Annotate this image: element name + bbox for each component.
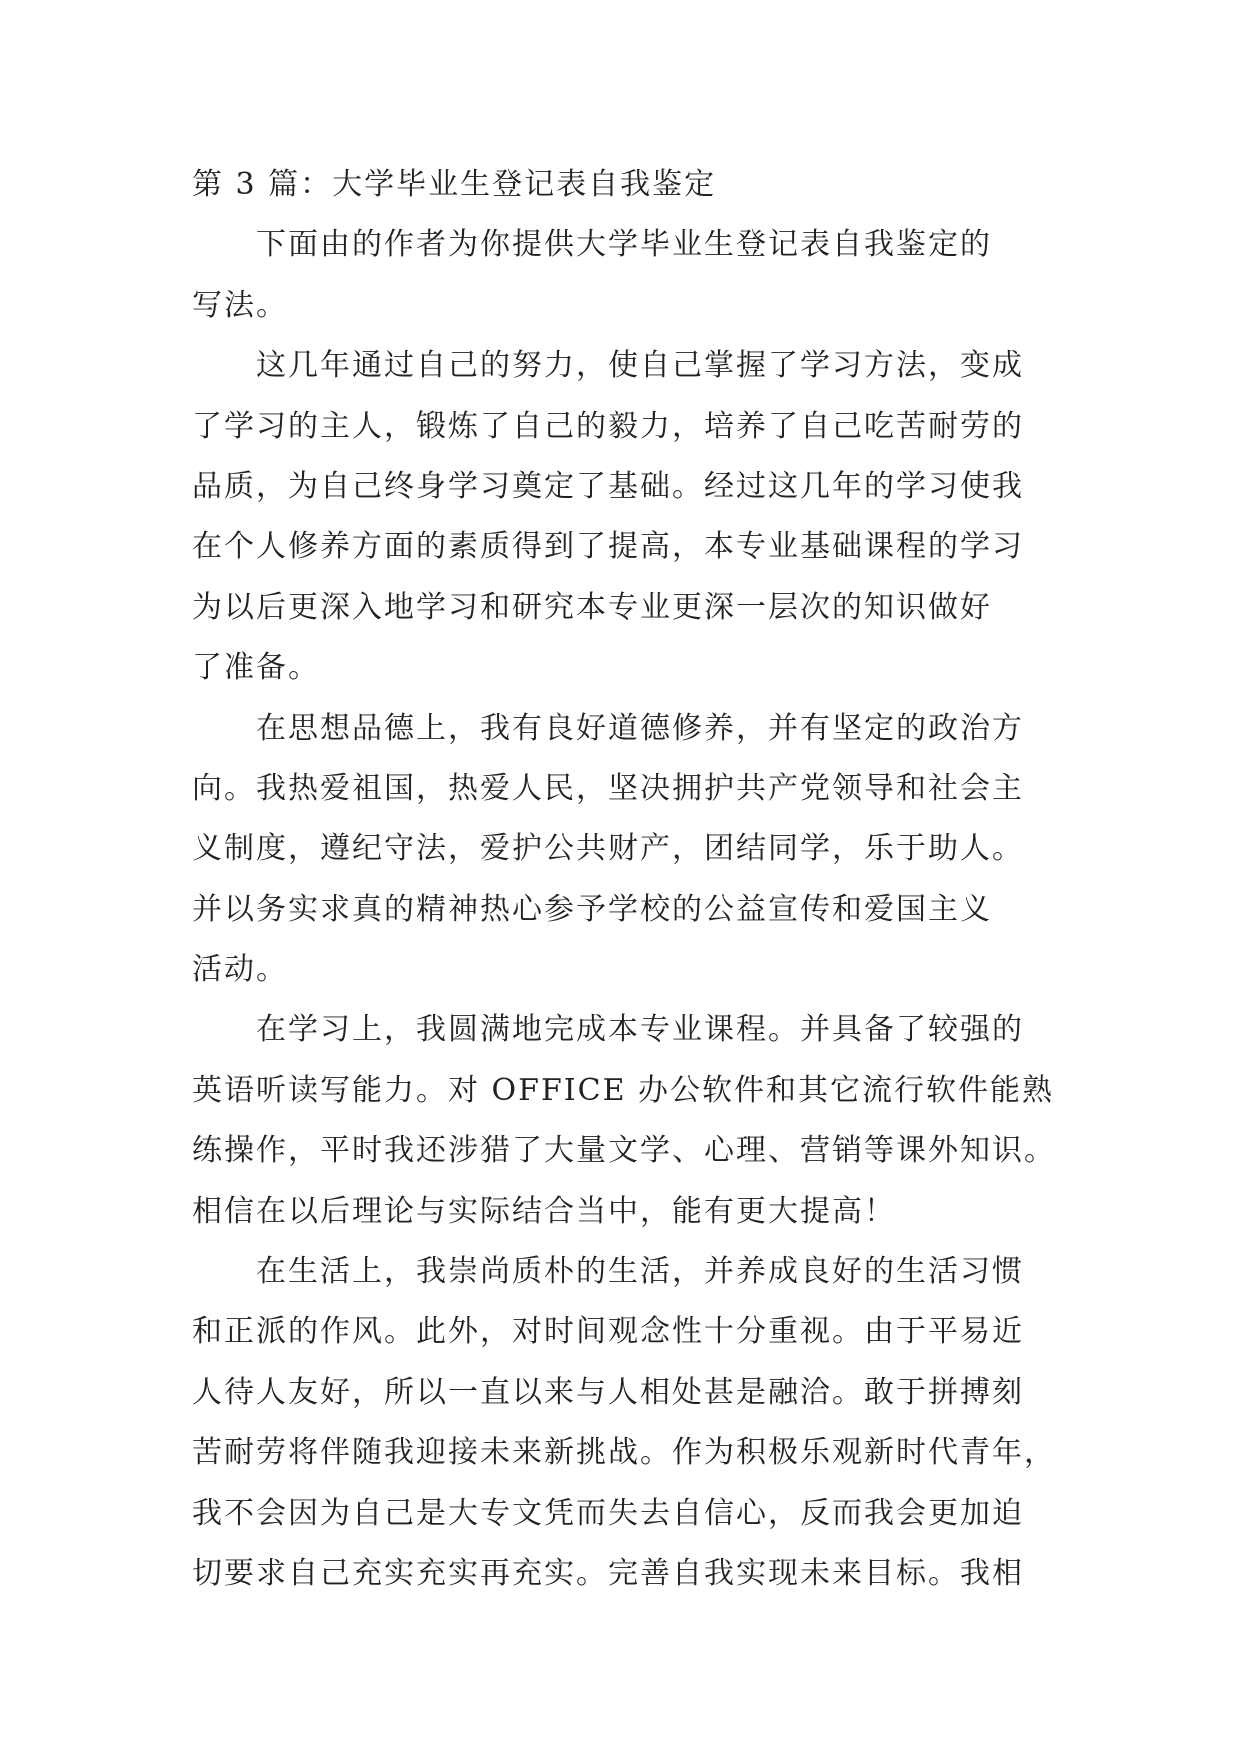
text-line: 这几年通过自己的努力，使自己掌握了学习方法，变成 (256, 348, 1024, 384)
text-line: 为以后更深入地学习和研究本专业更深一层次的知识做好 (192, 589, 992, 625)
document-body (192, 155, 1062, 1604)
text-line: 英语听读写能力。对 OFFICE 办公软件和其它流行软件能熟 (192, 1072, 1055, 1108)
text-line: 在个人修养方面的素质得到了提高，本专业基础课程的学习 (192, 529, 1024, 565)
text-line: 人待人友好，所以一直以来与人相处甚是融洽。敢于拼搏刻 (192, 1374, 1024, 1410)
text-line: 我不会因为自己是大专文凭而失去自信心，反而我会更加迫 (192, 1495, 1024, 1531)
text-line: 练操作，平时我还涉猎了大量文学、心理、营销等课外知识。 (192, 1133, 1056, 1169)
text-line: 了准备。 (192, 650, 320, 686)
document-heading: 第 3 篇：大学毕业生登记表自我鉴定 (192, 167, 717, 202)
text-line: 和正派的作风。此外，对时间观念性十分重视。由于平易近 (192, 1314, 1024, 1350)
text-line: 在学习上，我圆满地完成本专业课程。并具备了较强的 (256, 1012, 1024, 1048)
text-line: 相信在以后理论与实际结合当中，能有更大提高！ (192, 1193, 896, 1229)
text-line: 了学习的主人，锻炼了自己的毅力，培养了自己吃苦耐劳的 (192, 408, 1024, 444)
text-line: 在生活上，我崇尚质朴的生活，并养成良好的生活习惯 (256, 1254, 1024, 1290)
text-line: 并以务实求真的精神热心参予学校的公益宣传和爱国主义 (192, 891, 992, 927)
text-line: 活动。 (192, 952, 288, 988)
text-line: 写法。 (192, 287, 288, 323)
text-line: 品质，为自己终身学习奠定了基础。经过这几年的学习使我 (192, 468, 1024, 504)
text-line: 切要求自己充实充实再充实。完善自我实现未来目标。我相 (192, 1555, 1024, 1591)
text-line: 在思想品德上，我有良好道德修养，并有坚定的政治方 (256, 710, 1024, 746)
text-line: 下面由的作者为你提供大学毕业生登记表自我鉴定的 (256, 227, 992, 263)
text-line: 义制度，遵纪守法，爱护公共财产，团结同学，乐于助人。 (192, 831, 1024, 867)
text-line: 向。我热爱祖国，热爱人民，坚决拥护共产党领导和社会主 (192, 770, 1024, 806)
text-line: 苦耐劳将伴随我迎接未来新挑战。作为积极乐观新时代青年， (192, 1435, 1056, 1471)
